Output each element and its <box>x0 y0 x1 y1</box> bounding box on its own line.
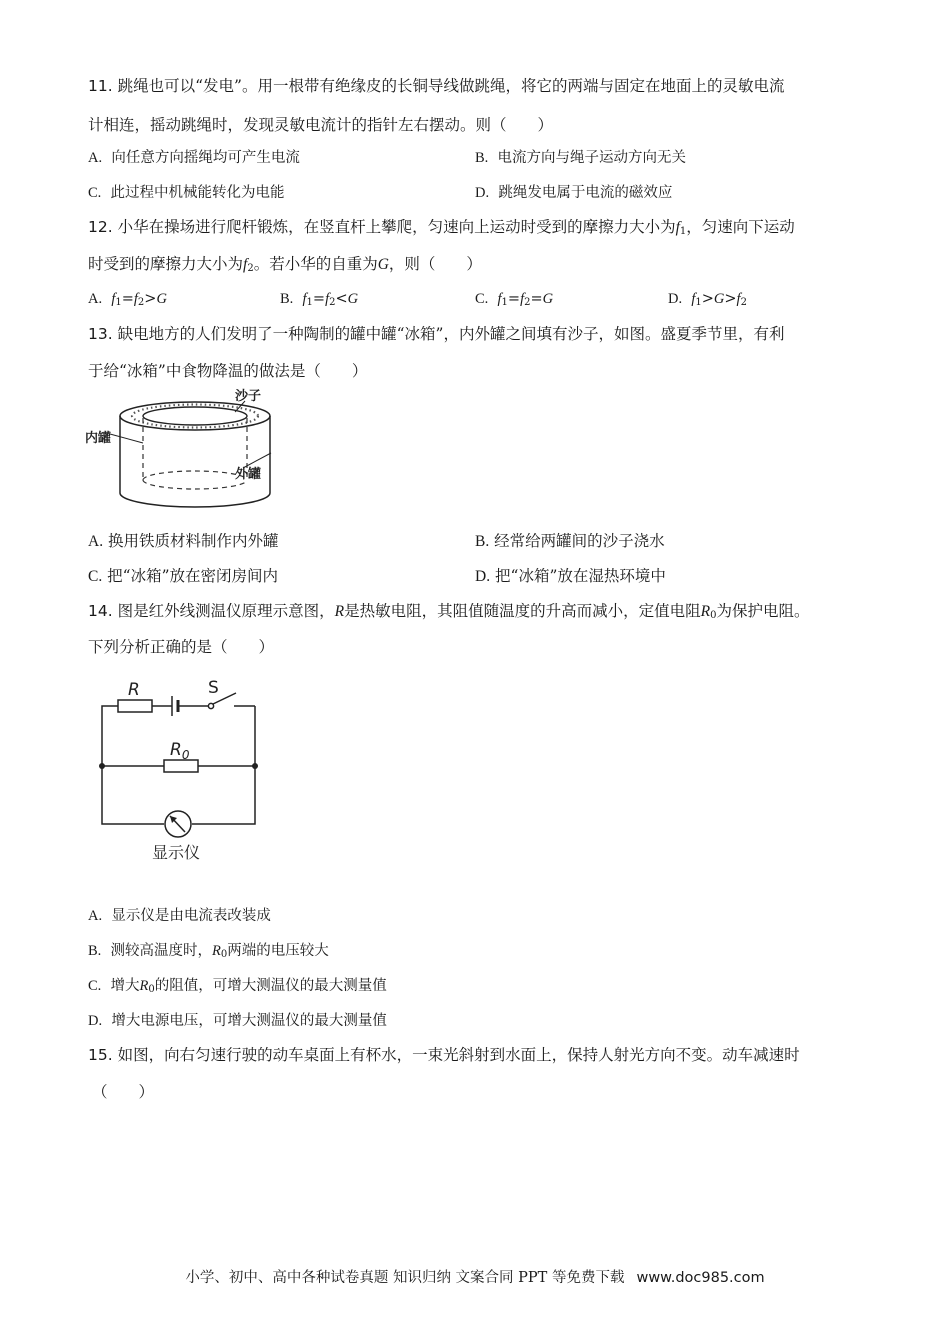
q14-option-c: C. 增大$R_0$的阻值，可增大测温仪的最大测量值 <box>88 978 387 995</box>
q11-option-b: B. 电流方向与绳子运动方向无关 <box>475 150 687 166</box>
outer-pot-label: 外罐 <box>235 467 262 482</box>
footer-url[interactable]: www.doc985.com <box>636 1270 765 1286</box>
q14-stem-line2: 下列分析正确的是（ ） <box>88 638 275 656</box>
q13-number: 13. <box>88 325 113 343</box>
pot-in-pot-figure <box>85 388 285 513</box>
q15-number: 15. <box>88 1046 113 1064</box>
thermistor-r <box>118 700 152 712</box>
page-footer <box>0 1266 950 1287</box>
inner-pot-bottom-back <box>143 471 247 480</box>
q12-stem-line1: 12. 小华在操场进行爬杆锻炼，在竖直杆上攀爬，匀速向上运动时受到的摩擦力大小为$f_1$，匀速向下运动 <box>88 218 795 237</box>
q13-option-a: A. 换用铁质材料制作内外罐 <box>88 532 279 550</box>
label-display-meter: 显示仪 <box>152 843 201 862</box>
label-r0: $R_0$ <box>170 740 190 762</box>
label-r: R <box>128 680 140 700</box>
q14-stem-line1: 14. 图是红外线测温仪原理示意图，R是热敏电阻，其阻值随温度的升高而减小，定值电阻$R_0$为保护电阻。 <box>88 602 810 621</box>
q11-number: 11. <box>88 77 113 95</box>
q13-option-d: D. 把“冰箱”放在湿热环境中 <box>475 567 666 585</box>
q11-option-c: C. 此过程中机械能转化为电能 <box>88 185 285 201</box>
q15-stem-line1: 15. 如图，向右匀速行驶的动车桌面上有杯水，一束光斜射到水面上，保持人射光方向不变。动车减速时 <box>88 1046 800 1064</box>
wire-top-left <box>102 706 118 766</box>
q13-option-c: C. 把“冰箱”放在密闭房间内 <box>88 567 279 585</box>
q12-option-b: B. $f_1=f_2<G$ <box>280 291 359 308</box>
inner-leader <box>110 434 143 443</box>
q15-stem-line2: （ ） <box>92 1083 155 1101</box>
q11-stem-line2: 计相连，摇动跳绳时，发现灵敏电流计的指针左右摆动。则（ ） <box>88 116 554 134</box>
wire-bottom-right <box>192 766 255 824</box>
switch-pivot <box>208 703 213 708</box>
q11-option-a: A. 向任意方向摇绳均可产生电流 <box>88 150 300 166</box>
circuit-figure <box>92 676 267 866</box>
q13-stem-line2: 于给“冰箱”中食物降温的做法是（ ） <box>88 362 368 380</box>
q12-number: 12. <box>88 218 113 236</box>
q12-stem-line2: 时受到的摩擦力大小为$f_2$。若小华的自重为G，则（ ） <box>88 255 482 274</box>
q12-option-c: C. $f_1=f_2=G$ <box>475 291 554 308</box>
q14-option-d: D. 增大电源电压，可增大测温仪的最大测量值 <box>88 1013 387 1029</box>
label-s: S <box>208 678 219 698</box>
q14-option-b: B. 测较高温度时，$R_0$两端的电压较大 <box>88 943 329 960</box>
junction-right <box>252 763 258 769</box>
q11-stem-line1 <box>88 75 784 97</box>
junction-left <box>99 763 105 769</box>
q13-option-b: B. 经常给两罐间的沙子浇水 <box>475 532 665 550</box>
q14-number: 14. <box>88 602 113 620</box>
q13-stem-line1: 13. 缺电地方的人们发明了一种陶制的罐中罐“冰箱”，内外罐之间填有沙子，如图。盛夏季节里，有利 <box>88 325 785 343</box>
q12-option-d: D. $f_1>G>f_2$ <box>668 291 747 308</box>
inner-pot-label: 内罐 <box>85 431 112 446</box>
q14-option-a: A. 显示仪是由电流表改装成 <box>88 908 271 924</box>
inner-pot-rim <box>143 407 247 425</box>
wire-bottom-left <box>102 766 164 824</box>
q12-option-a: A. $f_1=f_2>G$ <box>88 291 167 308</box>
q11-stem-text: 跳绳也可以“发电”。用一根带有绝缘皮的长铜导线做跳绳，将它的两端与固定在地面上的灵敏电流 <box>117 77 785 95</box>
footer-text: 小学、初中、高中各种试卷真题 知识归纳 文案合同 PPT 等免费下载 <box>185 1270 625 1286</box>
sand-label: 沙子 <box>235 389 262 404</box>
q11-option-d: D. 跳绳发电属于电流的磁效应 <box>475 185 673 201</box>
outer-pot-bottom <box>120 493 270 507</box>
inner-pot-bottom <box>143 480 247 489</box>
